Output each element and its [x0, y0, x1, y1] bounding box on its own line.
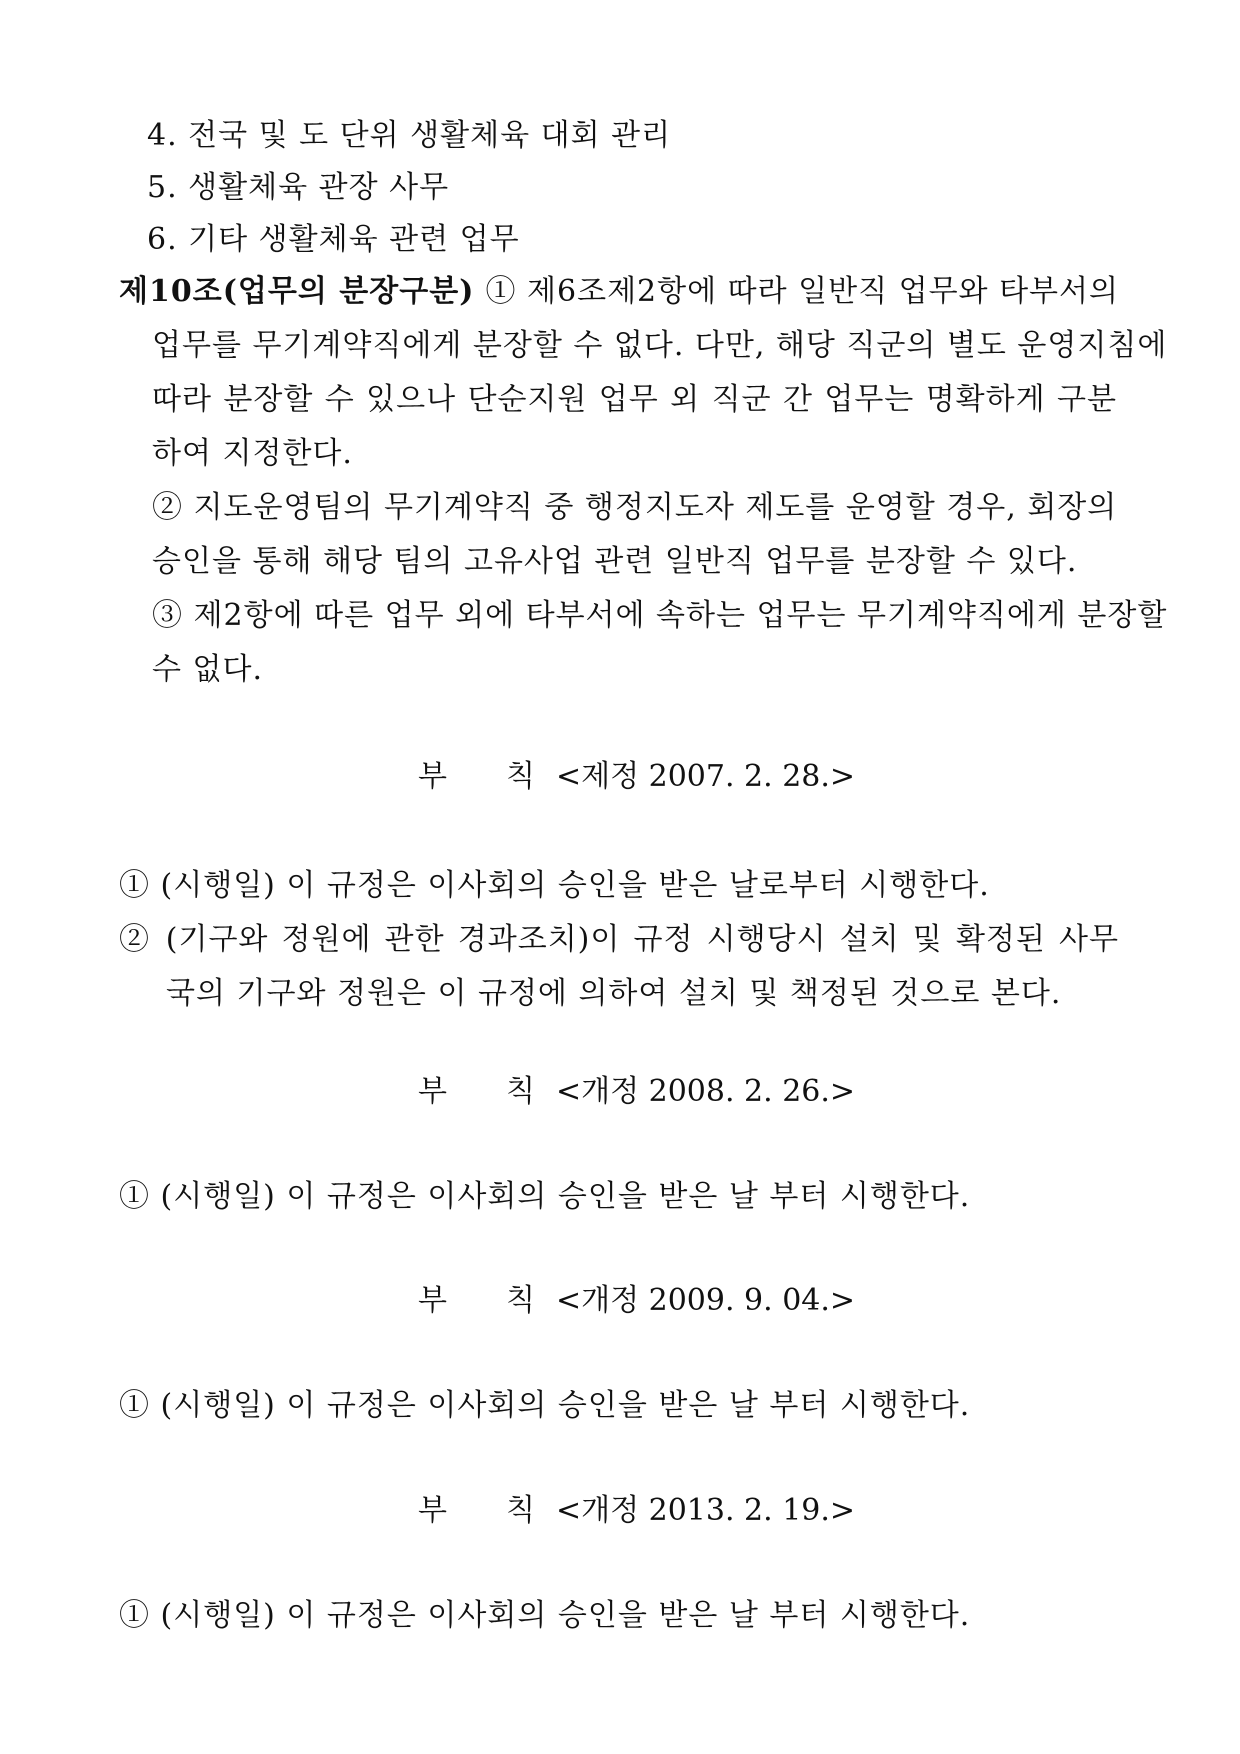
supplement-1-item-1: ① (시행일) 이 규정은 이사회의 승인을 받은 날로부터 시행한다.: [119, 868, 990, 903]
supplement-1-heading-bu: 부: [418, 759, 447, 794]
list-item-5: 5. 생활체육 관장 사무: [147, 170, 450, 205]
supplement-3-item-1: ① (시행일) 이 규정은 이사회의 승인을 받은 날 부터 시행한다.: [119, 1388, 971, 1423]
article-10-p1-line3: 따라 분장할 수 있으나 단순지원 업무 외 직군 간 업무는 명확하게 구분: [152, 382, 1117, 417]
article-10-p2-line1: ② 지도운영팀의 무기계약직 중 행정지도자 제도를 운영할 경우, 회장의: [152, 490, 1118, 525]
supplement-4-item-1: ① (시행일) 이 규정은 이사회의 승인을 받은 날 부터 시행한다.: [119, 1598, 971, 1633]
supplement-4-heading-bu: 부: [418, 1493, 447, 1528]
article-10-first-line: [119, 272, 1119, 312]
supplement-2-heading-date: <개정 2008. 2. 26.>: [556, 1074, 856, 1109]
article-10-p3-line1: ③ 제2항에 따른 업무 외에 타부서에 속하는 업무는 무기계약직에게 분장할: [152, 598, 1168, 633]
supplement-4-heading-date: <개정 2013. 2. 19.>: [556, 1493, 856, 1528]
supplement-3-heading-chik: 칙: [506, 1283, 535, 1318]
supplement-1-heading-date: <제정 2007. 2. 28.>: [556, 759, 856, 794]
supplement-1-heading-chik: 칙: [506, 759, 535, 794]
article-10-p1-line4: 하여 지정한다.: [152, 436, 353, 471]
article-10-p1-line2: 업무를 무기계약직에게 분장할 수 없다. 다만, 해당 직군의 별도 운영지침에: [152, 328, 1168, 363]
article-10-p1-first: ① 제6조제2항에 따라 일반직 업무와 타부서의: [485, 274, 1119, 309]
list-item-4: 4. 전국 및 도 단위 생활체육 대회 관리: [147, 118, 672, 153]
supplement-2-heading-bu: 부: [418, 1074, 447, 1109]
supplement-3-heading-date: <개정 2009. 9. 04.>: [556, 1283, 856, 1318]
supplement-4-heading-chik: 칙: [506, 1493, 535, 1528]
supplement-1-item-2: ② (기구와 정원에 관한 경과조치)이 규정 시행당시 설치 및 확정된 사무: [119, 922, 1119, 957]
supplement-2-heading-chik: 칙: [506, 1074, 535, 1109]
supplement-3-heading-bu: 부: [418, 1283, 447, 1318]
supplement-1-item-2-cont: 국의 기구와 정원은 이 규정에 의하여 설치 및 책정된 것으로 본다.: [166, 976, 1062, 1011]
article-10-p2-line2: 승인을 통해 해당 팀의 고유사업 관련 일반직 업무를 분장할 수 있다.: [152, 544, 1078, 579]
list-item-6: 6. 기타 생활체육 관련 업무: [147, 222, 520, 257]
article-10-title: 제10조(업무의 분장구분): [119, 274, 475, 309]
supplement-2-item-1: ① (시행일) 이 규정은 이사회의 승인을 받은 날 부터 시행한다.: [119, 1179, 971, 1214]
article-10-p3-line2: 수 없다.: [152, 652, 264, 687]
